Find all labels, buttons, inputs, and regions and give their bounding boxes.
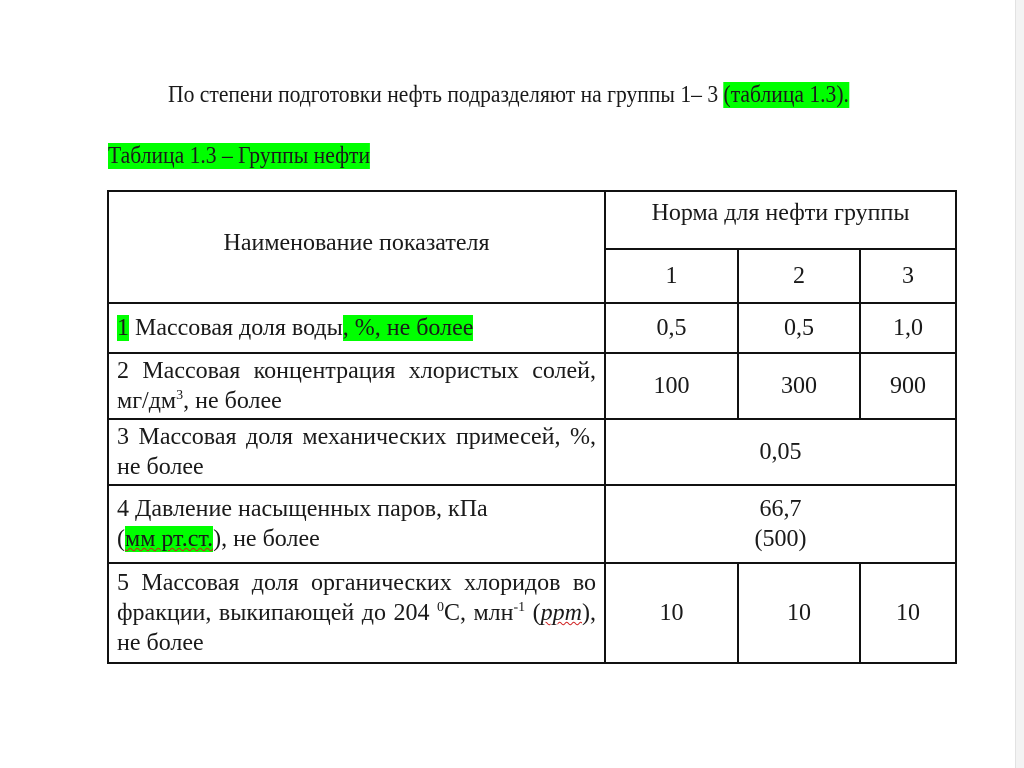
cell-value: 10 — [860, 563, 956, 663]
row-separator-highlight: , — [342, 315, 349, 341]
table-caption — [108, 143, 370, 170]
header-indicator-name: Наименование показателя — [108, 191, 605, 303]
table-row-chloride-salts — [108, 353, 956, 419]
cell-value: 1,0 — [860, 303, 956, 353]
cell-value: 0,5 — [605, 303, 738, 353]
header-group-3: 3 — [860, 249, 956, 303]
row-label-text: ), не более — [117, 600, 596, 656]
cell-value: 300 — [738, 353, 860, 419]
table-row-mechanical-impurities — [108, 419, 956, 485]
oil-groups-table — [107, 190, 957, 664]
row-label: 3 Массовая доля механических примесей, %, не более — [108, 419, 605, 485]
row-label-close: ), не более — [213, 526, 320, 552]
header-group-2: 2 — [738, 249, 860, 303]
row-label-text: С, млн — [443, 600, 514, 626]
row-number-highlight: 1 — [117, 315, 129, 341]
intro-text: По степени подготовки нефть подразделяют на группы 1– 3 — [168, 82, 724, 108]
row-label — [108, 303, 605, 353]
ppm-italic: ppm — [540, 600, 582, 626]
degree-superscript: 0 — [436, 600, 444, 615]
table-row-water — [108, 303, 956, 353]
row-label — [108, 563, 605, 663]
unit-superscript: 3 — [176, 388, 184, 403]
row-label — [108, 353, 605, 419]
exponent-superscript: -1 — [513, 600, 526, 615]
intro-paragraph — [168, 82, 849, 109]
cell-merged-value: 0,05 — [605, 419, 956, 485]
cell-value: 0,5 — [738, 303, 860, 353]
merged-value-line1: 66,7 — [759, 496, 802, 522]
row-label-tail: , не более — [183, 388, 282, 414]
cell-value: 900 — [860, 353, 956, 419]
cell-merged-value — [605, 485, 956, 563]
row-label-text: Массовая доля воды — [129, 315, 343, 341]
slide-edge — [1015, 0, 1024, 768]
row-tail-highlight: %, не более — [348, 315, 474, 341]
row-label-text: ( — [525, 600, 541, 626]
row-label — [108, 485, 605, 563]
row-label-text: 2 Массовая концентрация хлористых солей, мг/дм — [117, 358, 596, 414]
row-label-line1: 4 Давление насыщенных паров, кПа — [117, 496, 488, 522]
row-label-text: 5 Массовая доля органических хлоридов во фракции, выкипающей до 204 — [117, 570, 596, 626]
cell-value: 10 — [605, 563, 738, 663]
header-group-1: 1 — [605, 249, 738, 303]
header-norm-for-group: Норма для нефти группы — [605, 191, 956, 249]
table-row-vapor-pressure — [108, 485, 956, 563]
intro-table-reference: (таблица 1.3). — [723, 82, 849, 108]
table-caption-text: Таблица 1.3 – Группы нефти — [108, 143, 371, 169]
table-row-organic-chlorides — [108, 563, 956, 663]
merged-value-line2: (500) — [754, 526, 807, 552]
row-label-units-highlight: мм рт.ст. — [125, 526, 214, 552]
cell-value: 10 — [738, 563, 860, 663]
table-header-row — [108, 191, 956, 249]
row-label-open: ( — [117, 526, 125, 552]
cell-value: 100 — [605, 353, 738, 419]
